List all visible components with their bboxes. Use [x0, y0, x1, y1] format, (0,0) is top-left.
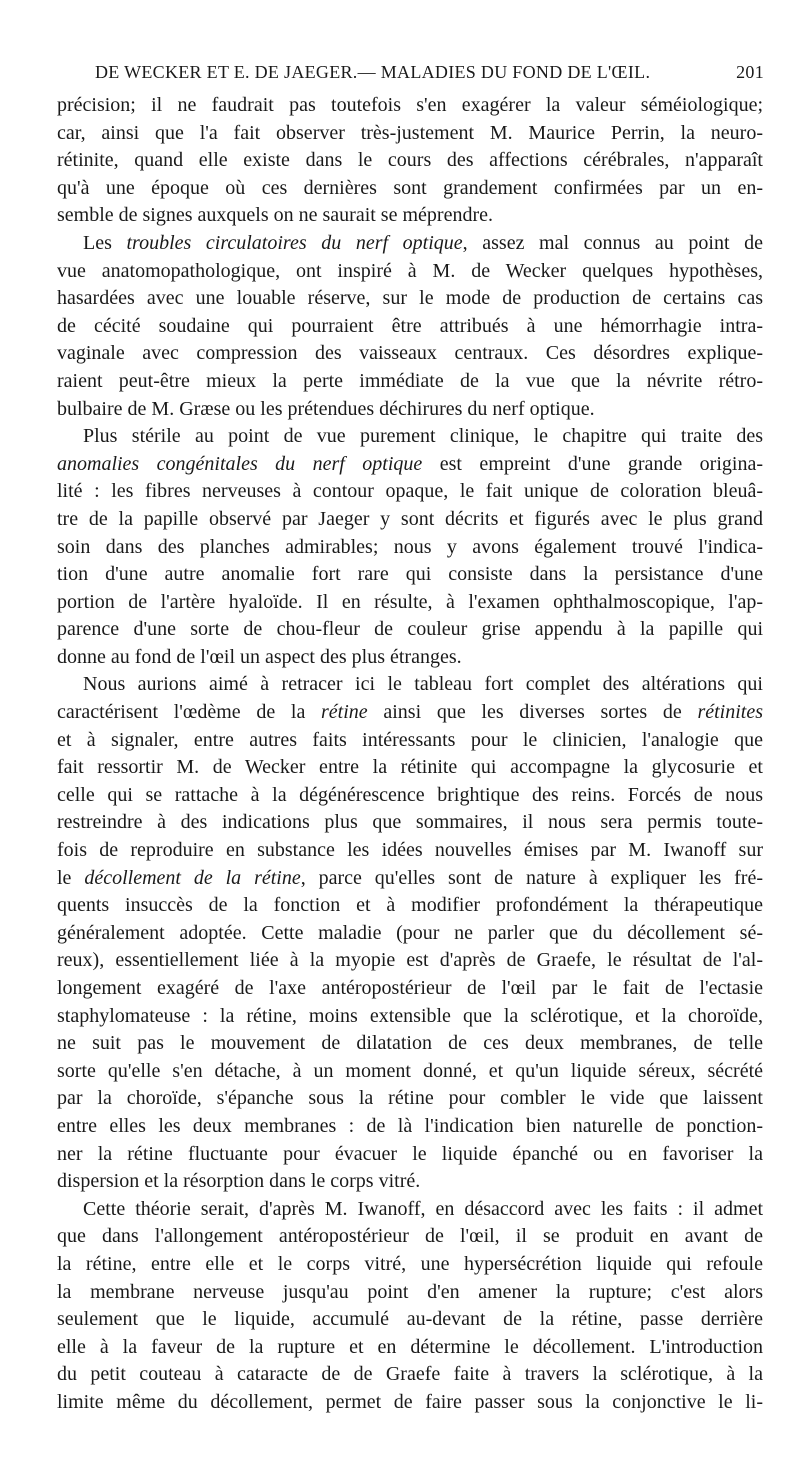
text-line: [57, 423, 763, 451]
text-line: [57, 230, 763, 258]
page-number: 201: [736, 62, 764, 82]
text-line: [57, 1113, 763, 1141]
text-line: [57, 1306, 763, 1334]
text-segment: longement exagéré de l'axe antéropostérieur de l'œil par le fait de l'ectasie: [57, 977, 763, 999]
text-line: [57, 644, 763, 672]
body-text: [57, 92, 763, 1417]
italic-text: rétine: [321, 701, 368, 724]
text-segment: Nous aurions aimé à retracer ici le tableau fort complet des altérations qui: [83, 673, 763, 696]
text-line: [57, 478, 763, 506]
text-line: [57, 147, 763, 175]
text-segment: , assez mal connus au point de: [462, 231, 763, 254]
text-line: [57, 258, 763, 286]
text-line: [57, 837, 763, 865]
text-segment: entre elles les deux membranes : de là l'indication bien naturelle de ponction-: [57, 1114, 763, 1137]
text-line: [57, 1030, 763, 1058]
text-line: [57, 892, 763, 920]
text-line: [57, 920, 763, 948]
text-segment: le: [57, 866, 85, 889]
text-line: [57, 1361, 763, 1389]
text-segment: généralement adoptée. Cette maladie (pour ne parler que du décollement sé-: [57, 921, 763, 944]
text-line: [57, 1058, 763, 1086]
text-line: [57, 1334, 763, 1362]
text-segment: Cette théorie serait, d'après M. Iwanoff, en désaccord avec les faits : il admet: [83, 1197, 763, 1220]
text-segment: hasardées avec une louable réserve, sur le mode de production de certains cas: [57, 287, 763, 310]
text-line: [57, 671, 763, 699]
text-line: [57, 368, 763, 396]
text-segment: dispersion et la résorption dans le corps vitré.: [57, 1170, 421, 1193]
text-segment: quents insuccès de la fonction et à modifier profondément la thérapeutique: [57, 894, 763, 917]
text-line: [57, 754, 763, 782]
text-segment: vaginale avec compression des vaisseaux centraux. Ces désordres explique-: [57, 342, 763, 365]
text-segment: parence d'une sorte de chou-fleur de couleur grise appendu à la papille qui: [57, 618, 763, 641]
text-line: [57, 1003, 763, 1031]
text-segment: raient peut-être mieux la perte immédiate de la vue que la névrite rétro-: [57, 369, 763, 392]
text-segment: de cécité soudaine qui pourraient être attribués à une hémorrhagie intra-: [57, 314, 763, 337]
italic-text: anomalies congénitales du nerf optique: [57, 452, 423, 475]
text-segment: ainsi que les diverses sortes de: [367, 701, 698, 724]
text-segment: , parce qu'elles sont de nature à expliquer les fré-: [300, 866, 763, 889]
text-segment: est empreint d'une grande origina-: [422, 452, 763, 475]
text-segment: Plus stérile au point de vue purement clinique, le chapitre qui traite des: [83, 425, 763, 448]
text-segment: tre de la papille observé par Jaeger y sont décrits et figurés avec le plus grand: [57, 507, 763, 530]
text-line: [57, 451, 763, 479]
text-segment: Les: [83, 231, 127, 254]
text-segment: rétinite, quand elle existe dans le cours des affections cérébrales, n'apparaît: [57, 149, 763, 172]
italic-text: rétinites: [697, 701, 763, 724]
text-line: [57, 506, 763, 534]
text-segment: seulement que le liquide, accumulé au-devant de la rétine, passe derrière: [57, 1308, 763, 1331]
text-segment: soin dans des planches admirables; nous y avons également trouvé l'indica-: [57, 535, 763, 558]
text-segment: du petit couteau à cataracte de de Graefe faite à travers la sclérotique, à la: [57, 1363, 763, 1386]
text-line: [57, 727, 763, 755]
text-segment: restreindre à des indications plus que sommaires, il nous sera permis toute-: [57, 811, 763, 834]
page-header: [57, 62, 764, 90]
text-line: [57, 92, 763, 120]
text-line: [57, 616, 763, 644]
text-line: [57, 699, 763, 727]
text-line: [57, 175, 763, 203]
text-line: [57, 865, 763, 893]
text-line: [57, 782, 763, 810]
text-line: [57, 313, 763, 341]
text-line: [57, 1168, 763, 1196]
text-segment: ner la rétine fluctuante pour évacuer le liquide épanché ou en favoriser la: [57, 1142, 763, 1165]
text-segment: limite même du décollement, permet de faire passer sous la conjonctive le li-: [57, 1390, 763, 1413]
text-line: [57, 120, 763, 148]
text-segment: fait ressortir M. de Wecker entre la rétinite qui accompagne la glycosurie et: [57, 756, 763, 779]
text-segment: la rétine, entre elle et le corps vitré, une hypersécrétion liquide qui refoule: [57, 1252, 763, 1275]
text-segment: précision; il ne faudrait pas toutefois s'en exagérer la valeur séméiologique;: [57, 94, 763, 116]
text-segment: et à signaler, entre autres faits intéressants pour le clinicien, l'analogie que: [57, 728, 763, 751]
text-segment: vue anatomopathologique, ont inspiré à M. de Wecker quelques hypothèses,: [57, 259, 763, 282]
text-line: [57, 975, 763, 1003]
text-line: [57, 561, 763, 589]
text-segment: tion d'une autre anomalie fort rare qui consiste dans la persistance d'une: [57, 563, 763, 586]
text-line: [57, 1196, 763, 1224]
text-line: [57, 1141, 763, 1169]
text-segment: sorte qu'elle s'en détache, à un moment donné, et qu'un liquide séreux, sécrété: [57, 1059, 763, 1082]
text-segment: donne au fond de l'œil un aspect des plus étranges.: [57, 645, 462, 668]
text-segment: car, ainsi que l'a fait observer très-justement M. Maurice Perrin, la neuro-: [57, 121, 763, 144]
text-segment: semble de signes auxquels on ne saurait se méprendre.: [57, 204, 493, 227]
text-segment: qu'à une époque où ces dernières sont grandement confirmées par un en-: [57, 176, 763, 199]
text-line: [57, 1279, 763, 1307]
text-line: [57, 534, 763, 562]
text-segment: caractérisent l'œdème de la: [57, 701, 322, 724]
text-line: [57, 202, 763, 230]
text-segment: que dans l'allongement antéropostérieur de l'œil, il se produit en avant de: [57, 1225, 763, 1248]
text-segment: elle à la faveur de la rupture et en détermine le décollement. L'introduction: [57, 1335, 763, 1358]
running-title: DE WECKER ET E. DE JAEGER.— MALADIES DU FOND DE L'ŒIL.: [95, 62, 651, 82]
text-line: [57, 396, 763, 424]
text-line: [57, 340, 763, 368]
text-segment: fois de reproduire en substance les idées nouvelles émises par M. Iwanoff sur: [57, 839, 763, 862]
text-segment: lité : les fibres nerveuses à contour opaque, le fait unique de coloration bleuâ-: [57, 480, 763, 503]
text-line: [57, 285, 763, 313]
italic-text: troubles circulatoires du nerf optique: [126, 231, 463, 254]
text-segment: portion de l'artère hyaloïde. Il en résulte, à l'examen ophthalmoscopique, l'ap-: [57, 590, 763, 613]
text-line: [57, 1085, 763, 1113]
text-segment: ne suit pas le mouvement de dilatation de ces deux membranes, de telle: [57, 1032, 763, 1055]
text-line: [57, 947, 763, 975]
text-segment: reux), essentiellement liée à la myopie est d'après de Graefe, le résultat de l'al-: [57, 949, 763, 972]
text-segment: bulbaire de M. Græse ou les prétendues déchirures du nerf optique.: [57, 397, 595, 420]
text-line: [57, 1251, 763, 1279]
text-line: [57, 589, 763, 617]
italic-text: décollement de la rétine: [84, 866, 301, 889]
text-segment: par la choroïde, s'épanche sous la rétine pour combler le vide que laissent: [57, 1087, 763, 1110]
text-line: [57, 1389, 763, 1417]
text-line: [57, 1223, 763, 1251]
text-segment: staphylomateuse : la rétine, moins extensible que la sclérotique, et la choroïde,: [57, 1004, 763, 1027]
text-segment: celle qui se rattache à la dégénérescence brightique des reins. Forcés de nous: [57, 783, 763, 806]
text-segment: la membrane nerveuse jusqu'au point d'en amener la rupture; c'est alors: [57, 1280, 763, 1303]
text-line: [57, 809, 763, 837]
